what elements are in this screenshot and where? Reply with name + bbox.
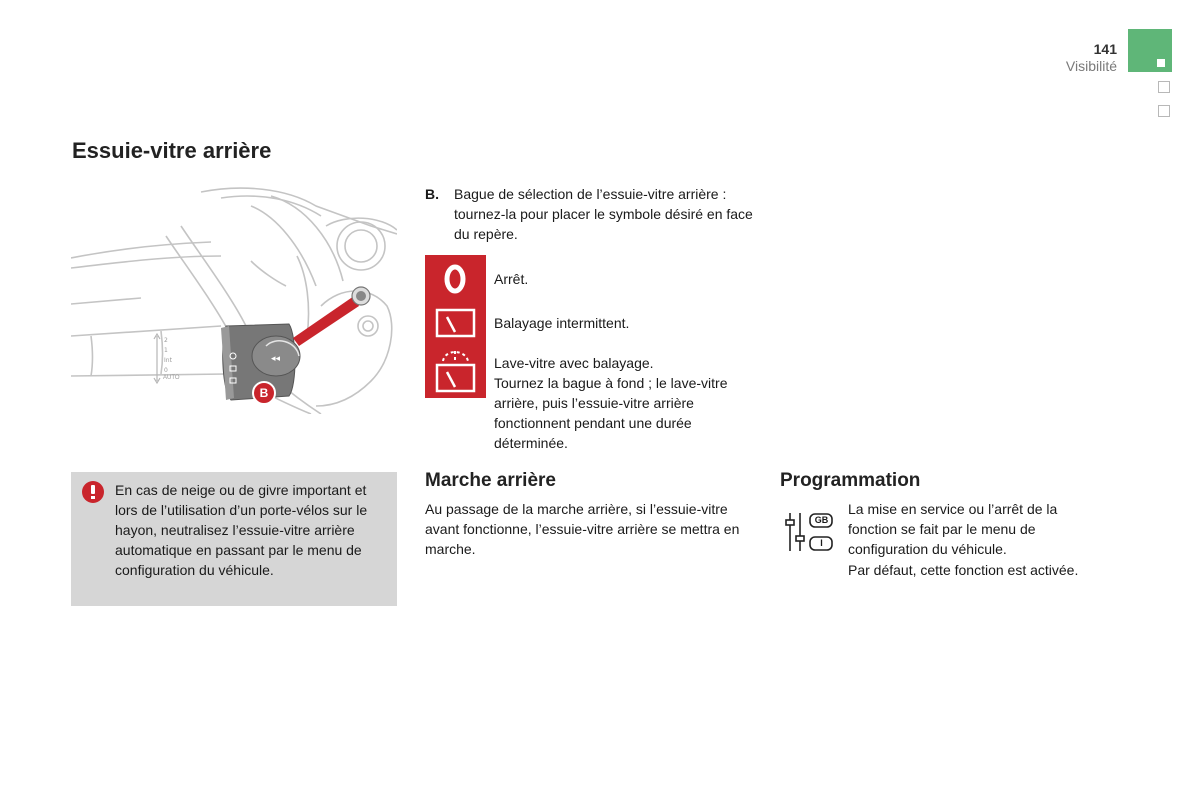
reverse-text: Au passage de la marche arrière, si l’essuie-vitre avant fonctionne, l’essuie-vitre arrière se mettra en marche. <box>425 501 740 557</box>
callout-badge <box>252 381 276 405</box>
programming-heading: Programmation <box>780 470 921 491</box>
stalk-label: AUTO <box>163 375 180 381</box>
chapter-tab-marker <box>1158 105 1170 117</box>
exclamation-icon <box>82 481 104 503</box>
symbol-column <box>425 255 486 398</box>
page-number: 141 <box>1093 41 1117 57</box>
settings-icon-label: GB <box>814 515 829 525</box>
warning-text: En cas de neige ou de givre important et lors de l’utilisation d’un porte-vélos sur le hayon, neutralisez l’essuie-vitre arrière automatique en passant par le menu de configuration du véhicule. <box>115 482 368 578</box>
settings-icon-label: I <box>820 538 823 548</box>
item-description: Bague de sélection de l’essuie-vitre arrière : tournez-la pour placer le symbole désiré en face du repère. <box>454 186 753 242</box>
page-title: Essuie-vitre arrière <box>72 138 272 163</box>
svg-text:0: 0 <box>164 367 168 374</box>
svg-text:2: 2 <box>164 337 168 344</box>
intermittent-wipe-icon <box>425 303 486 343</box>
symbol-label: Arrêt. <box>494 271 529 287</box>
reverse-heading: Marche arrière <box>425 470 556 491</box>
chapter-tab-marker <box>1158 81 1170 93</box>
programming-default-text: Par défaut, cette fonction est activée. <box>848 562 1079 578</box>
zero-position-icon <box>425 255 486 303</box>
settings-menu-icon <box>783 510 837 554</box>
svg-text:Int: Int <box>164 357 172 364</box>
symbol-label: Lave-vitre avec balayage. <box>494 355 654 371</box>
wiper-stalk-illustration <box>71 186 397 414</box>
section-name: Visibilité <box>1065 58 1117 74</box>
washer-wipe-icon <box>425 343 486 398</box>
symbol-detail: Tournez la bague à fond ; le lave-vitre arrière, puis l’essuie-vitre arrière fonctionnent pendant une durée déterminée. <box>494 375 728 451</box>
svg-text:◂◂: ◂◂ <box>271 354 281 364</box>
callout-letter: B <box>259 386 269 400</box>
chapter-tab-active <box>1128 29 1172 72</box>
programming-text: La mise en service ou l’arrêt de la fonction se fait par le menu de configuration du véhicule. <box>848 501 1058 557</box>
svg-text:1: 1 <box>164 347 168 354</box>
item-letter: B. <box>425 186 439 202</box>
symbol-label: Balayage intermittent. <box>494 315 630 331</box>
